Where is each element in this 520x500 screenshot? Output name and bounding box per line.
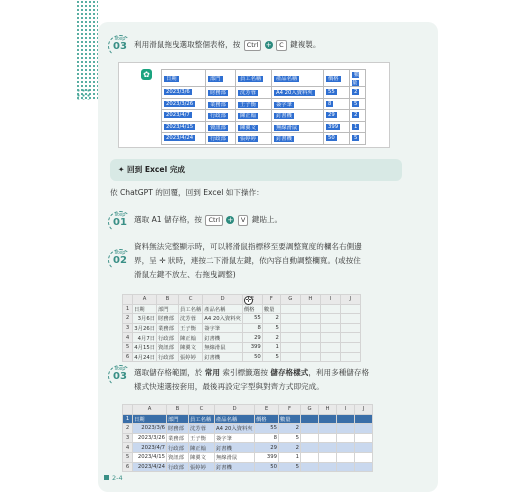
column-header[interactable]: I	[337, 405, 355, 415]
sheet-cell[interactable]: 8	[255, 433, 279, 443]
sheet-cell[interactable]: 張婷婷	[179, 352, 203, 362]
sheet-cell[interactable]: 2	[279, 424, 301, 434]
sheet-cell[interactable]: 2	[262, 333, 280, 343]
sheet-cell[interactable]: 2	[262, 314, 280, 324]
sheet-cell[interactable]	[355, 443, 373, 453]
section-banner: ✦ 回到 Excel 完成	[110, 159, 402, 181]
sheet-cell[interactable]: 釘書機	[215, 462, 255, 472]
sheet-cell[interactable]: 2023/4/7	[133, 443, 167, 453]
sheet-cell[interactable]: 2023/4/24	[133, 462, 167, 472]
c-key: C	[276, 40, 287, 51]
table-cell[interactable]: 沈芳蓉	[236, 87, 272, 99]
sheet-cell[interactable]	[301, 424, 319, 434]
row-number[interactable]: 4	[123, 333, 133, 343]
page-footer: 2-4	[104, 474, 123, 482]
table-cell[interactable]: 1	[350, 121, 366, 133]
step-badge-03-bottom: step 03	[110, 366, 130, 382]
sheet-cell[interactable]: 王子衡	[179, 323, 203, 333]
column-header[interactable]: F	[279, 405, 301, 415]
sheet-cell[interactable]	[300, 314, 320, 324]
sheet-cell[interactable]	[301, 443, 319, 453]
step-badge-01: step 01	[110, 212, 130, 228]
sheet-cell[interactable]	[280, 333, 300, 343]
sheet-cell[interactable]: 日期	[133, 414, 167, 424]
sheet-cell[interactable]	[319, 424, 337, 434]
sheet-cell[interactable]: 王子衡	[189, 433, 215, 443]
sheet-cell[interactable]: 55	[255, 424, 279, 434]
table-cell[interactable]: 2023/4/7	[162, 110, 206, 122]
sheet-cell[interactable]	[355, 414, 373, 424]
chatgpt-table[interactable]	[161, 69, 366, 145]
sheet-cell[interactable]	[337, 443, 355, 453]
column-header-row	[123, 405, 373, 415]
sheet-cell[interactable]	[280, 304, 300, 314]
sheet-cell[interactable]: 資訊部	[157, 342, 179, 352]
table-cell[interactable]: 55	[324, 87, 350, 99]
sheet-cell[interactable]: 陳翼文	[189, 452, 215, 462]
table-cell[interactable]: 無線滑鼠	[272, 121, 324, 133]
excel-sheet-formatted[interactable]	[122, 404, 373, 472]
column-header[interactable]: I	[320, 295, 340, 305]
column-resize-cursor-icon: ✛	[245, 296, 252, 304]
table-cell[interactable]: 財務部	[206, 87, 236, 99]
column-header[interactable]: H	[300, 295, 320, 305]
sheet-cell[interactable]: 5	[279, 433, 301, 443]
sheet-cell[interactable]	[340, 352, 360, 362]
column-header-row	[123, 295, 361, 305]
sheet-cell[interactable]: 5	[262, 323, 280, 333]
column-header[interactable]: D	[203, 295, 243, 305]
sheet-cell[interactable]	[355, 424, 373, 434]
decorative-dots-small	[76, 88, 90, 100]
table-cell[interactable]: 資訊部	[206, 121, 236, 133]
sheet-row	[123, 452, 373, 462]
sheet-cell[interactable]: 4月7日	[133, 333, 157, 343]
table-header-row	[162, 70, 366, 87]
sheet-cell[interactable]: 員工名稱	[189, 414, 215, 424]
sheet-cell[interactable]	[340, 323, 360, 333]
sheet-cell[interactable]: 簽字筆	[203, 323, 243, 333]
sheet-cell[interactable]: A4 20入資料夾	[215, 424, 255, 434]
sheet-row	[123, 342, 361, 352]
column-header[interactable]	[123, 295, 133, 305]
sheet-cell[interactable]: 沈芳蓉	[189, 424, 215, 434]
sheet-cell[interactable]: A4 20入資料夾	[203, 314, 243, 324]
resize-cursor-icon: ✛	[159, 256, 166, 265]
sheet-cell[interactable]: 部門	[157, 304, 179, 314]
sheet-cell[interactable]: 日期	[133, 304, 157, 314]
sheet-cell[interactable]: 價格	[242, 304, 262, 314]
column-header[interactable]: C	[189, 405, 215, 415]
column-header[interactable]: C	[179, 295, 203, 305]
sheet-cell[interactable]: 行政部	[157, 352, 179, 362]
sheet-cell[interactable]	[320, 304, 340, 314]
sheet-cell[interactable]	[300, 323, 320, 333]
table-cell[interactable]: 業務部	[206, 98, 236, 110]
intro-text: 依 ChatGPT 的回覆，回到 Excel 如下操作：	[110, 188, 264, 197]
table-cell[interactable]: 部門	[206, 70, 236, 87]
sheet-cell[interactable]	[355, 462, 373, 472]
table-cell[interactable]: A4 20入資料夾	[272, 87, 324, 99]
sheet-cell[interactable]	[340, 342, 360, 352]
sheet-row	[123, 333, 361, 343]
column-header[interactable]: D	[215, 405, 255, 415]
sheet-cell[interactable]	[280, 314, 300, 324]
sheet-row	[123, 314, 361, 324]
sheet-row	[123, 433, 373, 443]
sheet-cell[interactable]: 陳正翰	[179, 333, 203, 343]
row-number[interactable]: 6	[123, 352, 133, 362]
ctrl-key: Ctrl	[244, 40, 262, 51]
sheet-cell[interactable]: 399	[255, 452, 279, 462]
table-row	[162, 98, 366, 110]
column-header[interactable]: G	[301, 405, 319, 415]
sheet-cell[interactable]: 數量	[262, 304, 280, 314]
plus-icon: +	[227, 216, 234, 224]
sheet-cell[interactable]	[301, 414, 319, 424]
sheet-cell[interactable]	[280, 352, 300, 362]
column-header[interactable]: F	[262, 295, 280, 305]
sheet-cell[interactable]: 張婷婷	[189, 462, 215, 472]
v-key: V	[238, 215, 248, 226]
table-cell[interactable]: 簽字筆	[272, 98, 324, 110]
column-header[interactable]: G	[280, 295, 300, 305]
sheet-cell[interactable]: 陳翼文	[179, 342, 203, 352]
excel-sheet-unformatted[interactable]	[122, 294, 361, 362]
table-cell[interactable]: 29	[324, 110, 350, 122]
sheet-header-row	[123, 414, 373, 424]
sheet-cell[interactable]	[280, 323, 300, 333]
sheet-cell[interactable]: 399	[242, 342, 262, 352]
sheet-cell[interactable]: 50	[255, 462, 279, 472]
sheet-cell[interactable]: 釘書機	[215, 443, 255, 453]
plus-icon: +	[265, 41, 272, 49]
sheet-cell[interactable]	[337, 452, 355, 462]
column-header[interactable]: J	[340, 295, 360, 305]
sheet-cell[interactable]: 行政部	[167, 443, 189, 453]
sheet-cell[interactable]	[319, 414, 337, 424]
sheet-cell[interactable]	[319, 433, 337, 443]
table-row	[162, 121, 366, 133]
sheet-cell[interactable]: 3月26日	[133, 323, 157, 333]
sheet-cell[interactable]	[340, 314, 360, 324]
sheet-cell[interactable]	[319, 452, 337, 462]
ctrl-key: Ctrl	[205, 215, 223, 226]
sheet-cell[interactable]	[280, 342, 300, 352]
sheet-cell[interactable]	[340, 333, 360, 343]
sheet-cell[interactable]: 產品名稱	[203, 304, 243, 314]
column-header[interactable]: B	[167, 405, 189, 415]
sheet-cell[interactable]: 5	[279, 462, 301, 472]
row-number[interactable]: 3	[123, 433, 133, 443]
table-cell[interactable]: 5	[350, 98, 366, 110]
sheet-cell[interactable]	[320, 352, 340, 362]
sheet-cell[interactable]	[301, 433, 319, 443]
table-cell[interactable]: 5	[350, 133, 366, 145]
column-header[interactable]	[123, 405, 133, 415]
sheet-cell[interactable]	[355, 452, 373, 462]
chatgpt-response-panel	[118, 62, 390, 148]
sheet-cell[interactable]	[320, 323, 340, 333]
table-cell[interactable]: 價格	[324, 70, 350, 87]
sheet-cell[interactable]: 4月24日	[133, 352, 157, 362]
sheet-cell[interactable]	[337, 414, 355, 424]
sheet-row	[123, 443, 373, 453]
sheet-cell[interactable]: 釘書機	[203, 333, 243, 343]
sheet-cell[interactable]: 55	[242, 314, 262, 324]
sheet-cell[interactable]: 2023/4/15	[133, 452, 167, 462]
sheet-cell[interactable]: 財務部	[157, 314, 179, 324]
step-01-instruction: 選取 A1 儲存格，按 Ctrl + V 鍵貼上。	[134, 215, 283, 224]
row-number[interactable]: 1	[123, 304, 133, 314]
table-cell[interactable]: 2023/4/15	[162, 121, 206, 133]
sheet-cell[interactable]: 無線滑鼠	[203, 342, 243, 352]
sheet-cell[interactable]: 簽字筆	[215, 433, 255, 443]
table-cell[interactable]: 陳正翰	[236, 110, 272, 122]
sheet-cell[interactable]: 資訊部	[167, 452, 189, 462]
sheet-cell[interactable]	[337, 462, 355, 472]
sheet-cell[interactable]: 部門	[167, 414, 189, 424]
row-number[interactable]: 6	[123, 462, 133, 472]
step-badge-03-top: step 03	[110, 36, 130, 52]
table-cell[interactable]: 8	[324, 98, 350, 110]
table-cell[interactable]: 數量	[350, 70, 366, 87]
sheet-cell[interactable]: 50	[242, 352, 262, 362]
row-number[interactable]: 2	[123, 424, 133, 434]
sheet-cell[interactable]: 1	[279, 452, 301, 462]
table-cell[interactable]: 張婷婷	[236, 133, 272, 145]
row-number[interactable]: 4	[123, 443, 133, 453]
sheet-cell[interactable]	[300, 304, 320, 314]
sheet-cell[interactable]: 行政部	[167, 462, 189, 472]
sheet-cell[interactable]	[320, 342, 340, 352]
sheet-cell[interactable]: 產品名稱	[215, 414, 255, 424]
row-number[interactable]: 2	[123, 314, 133, 324]
sheet-cell[interactable]	[337, 433, 355, 443]
sheet-cell[interactable]	[337, 424, 355, 434]
table-cell[interactable]: 行政部	[206, 110, 236, 122]
column-header[interactable]: J	[355, 405, 373, 415]
sheet-cell[interactable]	[355, 433, 373, 443]
sheet-cell[interactable]: 無線滑鼠	[215, 452, 255, 462]
sheet-cell[interactable]: 業務部	[157, 323, 179, 333]
sheet-row	[123, 424, 373, 434]
sheet-cell[interactable]	[319, 462, 337, 472]
sheet-cell[interactable]: 29	[242, 333, 262, 343]
sheet-cell[interactable]	[320, 333, 340, 343]
table-cell[interactable]: 2	[350, 87, 366, 99]
table-cell[interactable]: 2023/4/24	[162, 133, 206, 145]
table-cell[interactable]: 2023/3/26	[162, 98, 206, 110]
table-cell[interactable]: 2023/3/6	[162, 87, 206, 99]
sheet-cell[interactable]: 陳正翰	[189, 443, 215, 453]
step-03-instruction: 利用滑鼠拖曳選取整個表格，按 Ctrl + C 鍵複製。	[134, 40, 321, 49]
sheet-cell[interactable]: 沈芳蓉	[179, 314, 203, 324]
sheet-cell[interactable]: 8	[242, 323, 262, 333]
sheet-cell[interactable]: 1	[262, 342, 280, 352]
sheet-row	[123, 352, 361, 362]
sheet-cell[interactable]: 員工名稱	[179, 304, 203, 314]
row-number[interactable]: 5	[123, 342, 133, 352]
sheet-cell[interactable]	[300, 342, 320, 352]
sheet-cell[interactable]: 財務部	[167, 424, 189, 434]
sheet-cell[interactable]: 釘書機	[203, 352, 243, 362]
sheet-cell[interactable]	[320, 314, 340, 324]
table-cell[interactable]: 員工名稱	[236, 70, 272, 87]
sheet-cell[interactable]: 價格	[255, 414, 279, 424]
sheet-cell[interactable]: 29	[255, 443, 279, 453]
sheet-cell[interactable]: 2	[279, 443, 301, 453]
row-number[interactable]: 5	[123, 452, 133, 462]
sheet-cell[interactable]	[300, 333, 320, 343]
sheet-cell[interactable]	[340, 304, 360, 314]
table-cell[interactable]: 日期	[162, 70, 206, 87]
sheet-cell[interactable]: 3月6日	[133, 314, 157, 324]
step-02-instruction: 資料無法完整顯示時，可以將滑鼠指標移至要調整寬度的欄名右側邊 界，呈 ✛ 狀時，連按二下滑鼠左鍵，依內容自動調整欄寬。(或按住 滑鼠左鍵不放左、右拖曳調整)	[134, 242, 362, 279]
table-row	[162, 133, 366, 145]
column-header[interactable]: B	[157, 295, 179, 305]
sheet-cell[interactable]: 4月15日	[133, 342, 157, 352]
table-row	[162, 87, 366, 99]
chatgpt-logo-icon: ✿	[141, 69, 152, 80]
step-03-bottom-instruction: 選取儲存格範圍，於 常用 索引標籤選按 儲存格樣式，利用多種儲存格 樣式快速選按套用，最後再設定字型與對齊方式即完成。	[134, 368, 370, 391]
sheet-cell[interactable]: 2023/3/26	[133, 433, 167, 443]
sheet-cell[interactable]: 業務部	[167, 433, 189, 443]
column-header[interactable]: A	[133, 295, 157, 305]
sheet-cell[interactable]: 5	[262, 352, 280, 362]
column-header[interactable]: H	[319, 405, 337, 415]
sheet-cell[interactable]	[319, 443, 337, 453]
table-cell[interactable]: 2	[350, 110, 366, 122]
sheet-header-row	[123, 304, 361, 314]
column-header[interactable]: E	[255, 405, 279, 415]
row-number[interactable]: 1	[123, 414, 133, 424]
sheet-cell[interactable]	[301, 462, 319, 472]
sheet-cell[interactable]: 行政部	[157, 333, 179, 343]
table-cell[interactable]: 釘書機	[272, 133, 324, 145]
sheet-row	[123, 323, 361, 333]
step-badge-02: step 02	[110, 250, 130, 266]
sheet-cell[interactable]: 2023/3/6	[133, 424, 167, 434]
table-row	[162, 110, 366, 122]
sheet-cell[interactable]	[300, 352, 320, 362]
table-cell[interactable]: 釘書機	[272, 110, 324, 122]
table-cell[interactable]: 行政部	[206, 133, 236, 145]
table-cell[interactable]: 399	[324, 121, 350, 133]
table-cell[interactable]: 陳翼文	[236, 121, 272, 133]
row-number[interactable]: 3	[123, 323, 133, 333]
sheet-cell[interactable]: 數量	[279, 414, 301, 424]
sheet-row	[123, 462, 373, 472]
column-header[interactable]: A	[133, 405, 167, 415]
sheet-cell[interactable]	[301, 452, 319, 462]
decorative-dots	[76, 0, 98, 100]
table-cell[interactable]: 王子衡	[236, 98, 272, 110]
table-cell[interactable]: 產品名稱	[272, 70, 324, 87]
table-cell[interactable]: 50	[324, 133, 350, 145]
